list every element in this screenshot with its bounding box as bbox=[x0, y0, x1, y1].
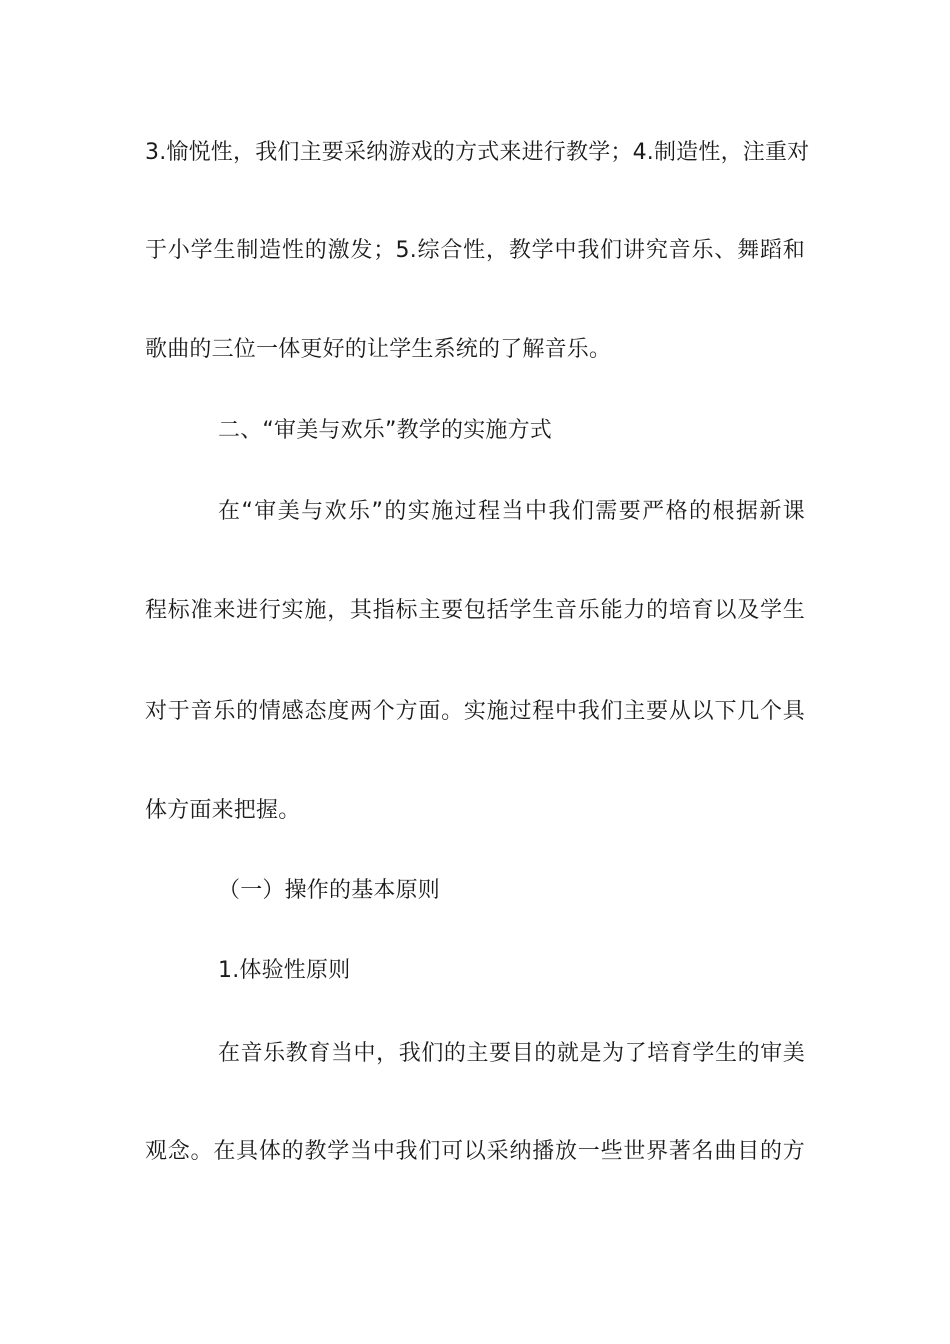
paragraph-line: 观念。在具体的教学当中我们可以采纳播放一些世界著名曲目的方 bbox=[145, 1139, 805, 1164]
paragraph-line: 体方面来把握。 bbox=[145, 798, 301, 823]
section-heading: 二、“审美与欢乐”教学的实施方式 bbox=[218, 418, 552, 443]
paragraph-line: 对于音乐的情感态度两个方面。实施过程中我们主要从以下几个具 bbox=[145, 699, 805, 724]
principle-heading: 1.体验性原则 bbox=[218, 958, 351, 983]
subsection-heading: （一）操作的基本原则 bbox=[218, 878, 441, 903]
paragraph-line: 在音乐教育当中，我们的主要目的就是为了培育学生的审美 bbox=[218, 1041, 805, 1066]
paragraph-line: 程标准来进行实施，其指标主要包括学生音乐能力的培育以及学生 bbox=[145, 598, 805, 623]
paragraph-line: 于小学生制造性的激发；5.综合性，教学中我们讲究音乐、舞蹈和 bbox=[145, 238, 805, 263]
paragraph-line: 歌曲的三位一体更好的让学生系统的了解音乐。 bbox=[145, 337, 612, 362]
paragraph-line: 在“审美与欢乐”的实施过程当中我们需要严格的根据新课 bbox=[218, 499, 805, 524]
paragraph-line: 3.愉悦性，我们主要采纳游戏的方式来进行教学；4.制造性，注重对 bbox=[145, 140, 810, 165]
